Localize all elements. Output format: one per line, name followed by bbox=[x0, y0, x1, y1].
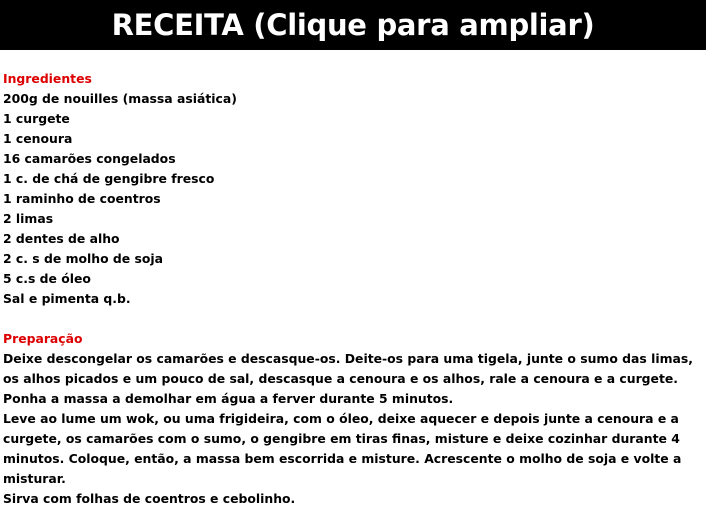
ingredient-item: Sal e pimenta q.b. bbox=[3, 291, 131, 306]
ingredient-item: 16 camarões congelados bbox=[3, 151, 176, 166]
recipe-title[interactable]: RECEITA (Clique para ampliar) bbox=[111, 8, 595, 42]
ingredients-heading: Ingredientes bbox=[3, 71, 92, 86]
section-spacer bbox=[3, 309, 703, 329]
ingredient-item: 200g de nouilles (massa asiática) bbox=[3, 91, 237, 106]
recipe-content bbox=[3, 69, 703, 509]
recipe-title-bar[interactable] bbox=[0, 0, 706, 50]
ingredient-item: 2 limas bbox=[3, 211, 54, 226]
ingredient-item: 1 curgete bbox=[3, 111, 70, 126]
ingredient-item: 1 c. de chá de gengibre fresco bbox=[3, 171, 215, 186]
ingredient-item: 1 cenoura bbox=[3, 131, 73, 146]
ingredient-item: 2 dentes de alho bbox=[3, 231, 120, 246]
preparation-step: Deixe descongelar os camarões e descasque-os. Deite-os para uma tigela, junte o sumo das limas, os alhos picados e um pouco de sal, descasque a cenoura e os alhos, rale a cenoura e a curgete. bbox=[3, 351, 693, 386]
preparation-step: Sirva com folhas de coentros e cebolinho. bbox=[3, 491, 296, 506]
ingredient-item: 1 raminho de coentros bbox=[3, 191, 161, 206]
ingredient-item: 5 c.s de óleo bbox=[3, 271, 91, 286]
ingredient-item: 2 c. s de molho de soja bbox=[3, 251, 163, 266]
preparation-step: Leve ao lume um wok, ou uma frigideira, com o óleo, deixe aquecer e depois junte a cenoura e a curgete, os camarões com o sumo, o gengibre em tiras finas, misture e deixe cozinhar durante 4 minutos. Coloque, então, a massa bem escorrida e misture. Acrescente o molho de soja e volte a misturar. bbox=[3, 411, 682, 486]
preparation-heading: Preparação bbox=[3, 331, 83, 346]
preparation-step: Ponha a massa a demolhar em água a ferver durante 5 minutos. bbox=[3, 391, 454, 406]
